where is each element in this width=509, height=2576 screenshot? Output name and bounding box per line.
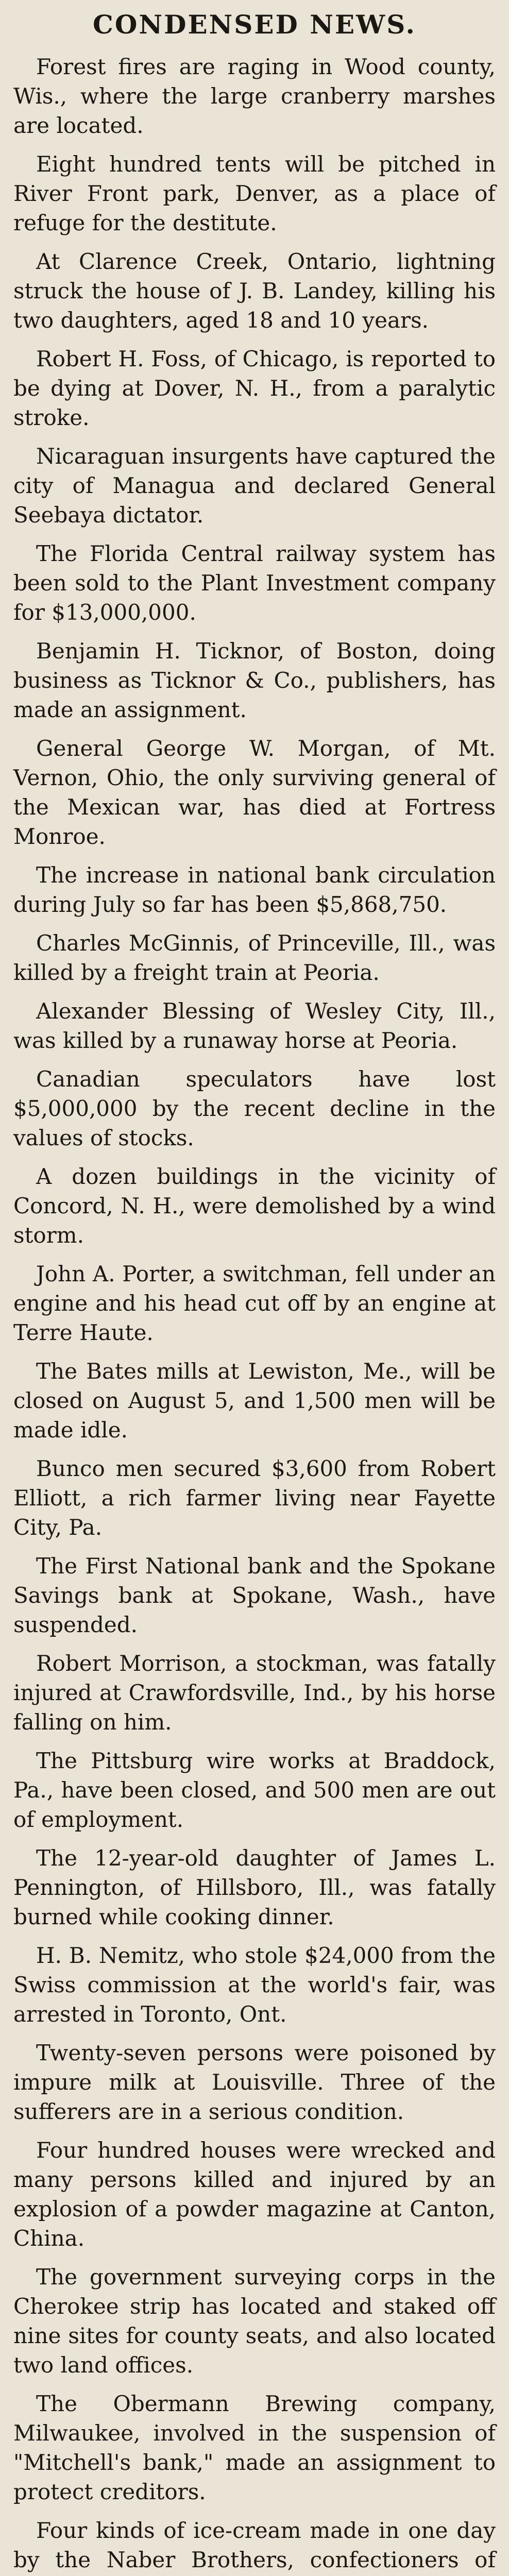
news-item: Eight hundred tents will be pitched in River Front park, Denver, as a place of refuge for the destitute. (13, 151, 496, 235)
news-item: Robert Morrison, a stockman, was fatally injured at Crawfordsville, Ind., by his horse falling on him. (13, 1651, 496, 1735)
news-item: The Pittsburg wire works at Braddock, Pa., have been closed, and 500 men are out of employment. (13, 1748, 496, 1832)
news-item: The Florida Central railway system has been sold to the Plant Investment company for $13,000,000. (13, 541, 496, 625)
news-item: Charles McGinnis, of Princeville, Ill., was killed by a freight train at Peoria. (13, 930, 496, 985)
news-items (13, 52, 496, 2576)
news-item: The First National bank and the Spokane Savings bank at Spokane, Wash., have suspended. (13, 1553, 496, 1637)
news-item: Bunco men secured $3,600 from Robert Elliott, a rich farmer living near Fayette City, Pa. (13, 1456, 496, 1540)
news-item: The Bates mills at Lewiston, Me., will be closed on August 5, and 1,500 men will be made idle. (13, 1359, 496, 1443)
news-item: General George W. Morgan, of Mt. Vernon, Ohio, the only surviving general of the Mexican war, has died at Fortress Monroe. (13, 736, 496, 849)
news-item: John A. Porter, a switchman, fell under an engine and his head cut off by an engine at Terre Haute. (13, 1261, 496, 1345)
news-item: Canadian speculators have lost $5,000,000 by the recent decline in the values of stocks. (13, 1066, 496, 1150)
news-item: H. B. Nemitz, who stole $24,000 from the Swiss commission at the world's fair, was arrested in Toronto, Ont. (13, 1943, 496, 2027)
news-item: A dozen buildings in the vicinity of Concord, N. H., were demolished by a wind storm. (13, 1164, 496, 1248)
news-item: Forest fires are raging in Wood county, Wis., where the large cranberry marshes are located. (13, 54, 496, 138)
news-item: Twenty-seven persons were poisoned by impure milk at Louisville. Three of the sufferers are in a serious condition. (13, 2040, 496, 2124)
news-item: Four kinds of ice-cream made in one day by the Naber Brothers, confectioners of (13, 2518, 496, 2572)
column-headline: CONDENSED NEWS. (93, 9, 416, 40)
news-item: Nicaraguan insurgents have captured the city of Managua and declared General Seebaya dictator. (13, 444, 496, 528)
news-item: The 12-year-old daughter of James L. Pennington, of Hillsboro, Ill., was fatally burned while cooking dinner. (13, 1845, 496, 1929)
news-item: Benjamin H. Ticknor, of Boston, doing business as Ticknor & Co., publishers, has made an assignment. (13, 638, 496, 722)
news-item: Robert H. Foss, of Chicago, is reported to be dying at Dover, N. H., from a paralytic stroke. (13, 346, 496, 430)
news-item: The Obermann Brewing company, Milwaukee, involved in the suspension of "Mitchell's bank," made an assignment to protect creditors. (13, 2391, 496, 2504)
news-item: The government surveying corps in the Cherokee strip has located and staked off nine sites for county seats, and also located two land offices. (13, 2264, 496, 2378)
news-item: Four hundred houses were wrecked and many persons killed and injured by an explosion of a powder magazine at Canton, China. (13, 2138, 496, 2251)
news-item: The increase in national bank circulation during July so far has been $5,868,750. (13, 862, 496, 917)
news-item: Alexander Blessing of Wesley City, Ill., was killed by a runaway horse at Peoria. (13, 998, 496, 1053)
news-item: At Clarence Creek, Ontario, lightning struck the house of J. B. Landey, killing his two daughters, aged 18 and 10 years. (13, 249, 496, 333)
